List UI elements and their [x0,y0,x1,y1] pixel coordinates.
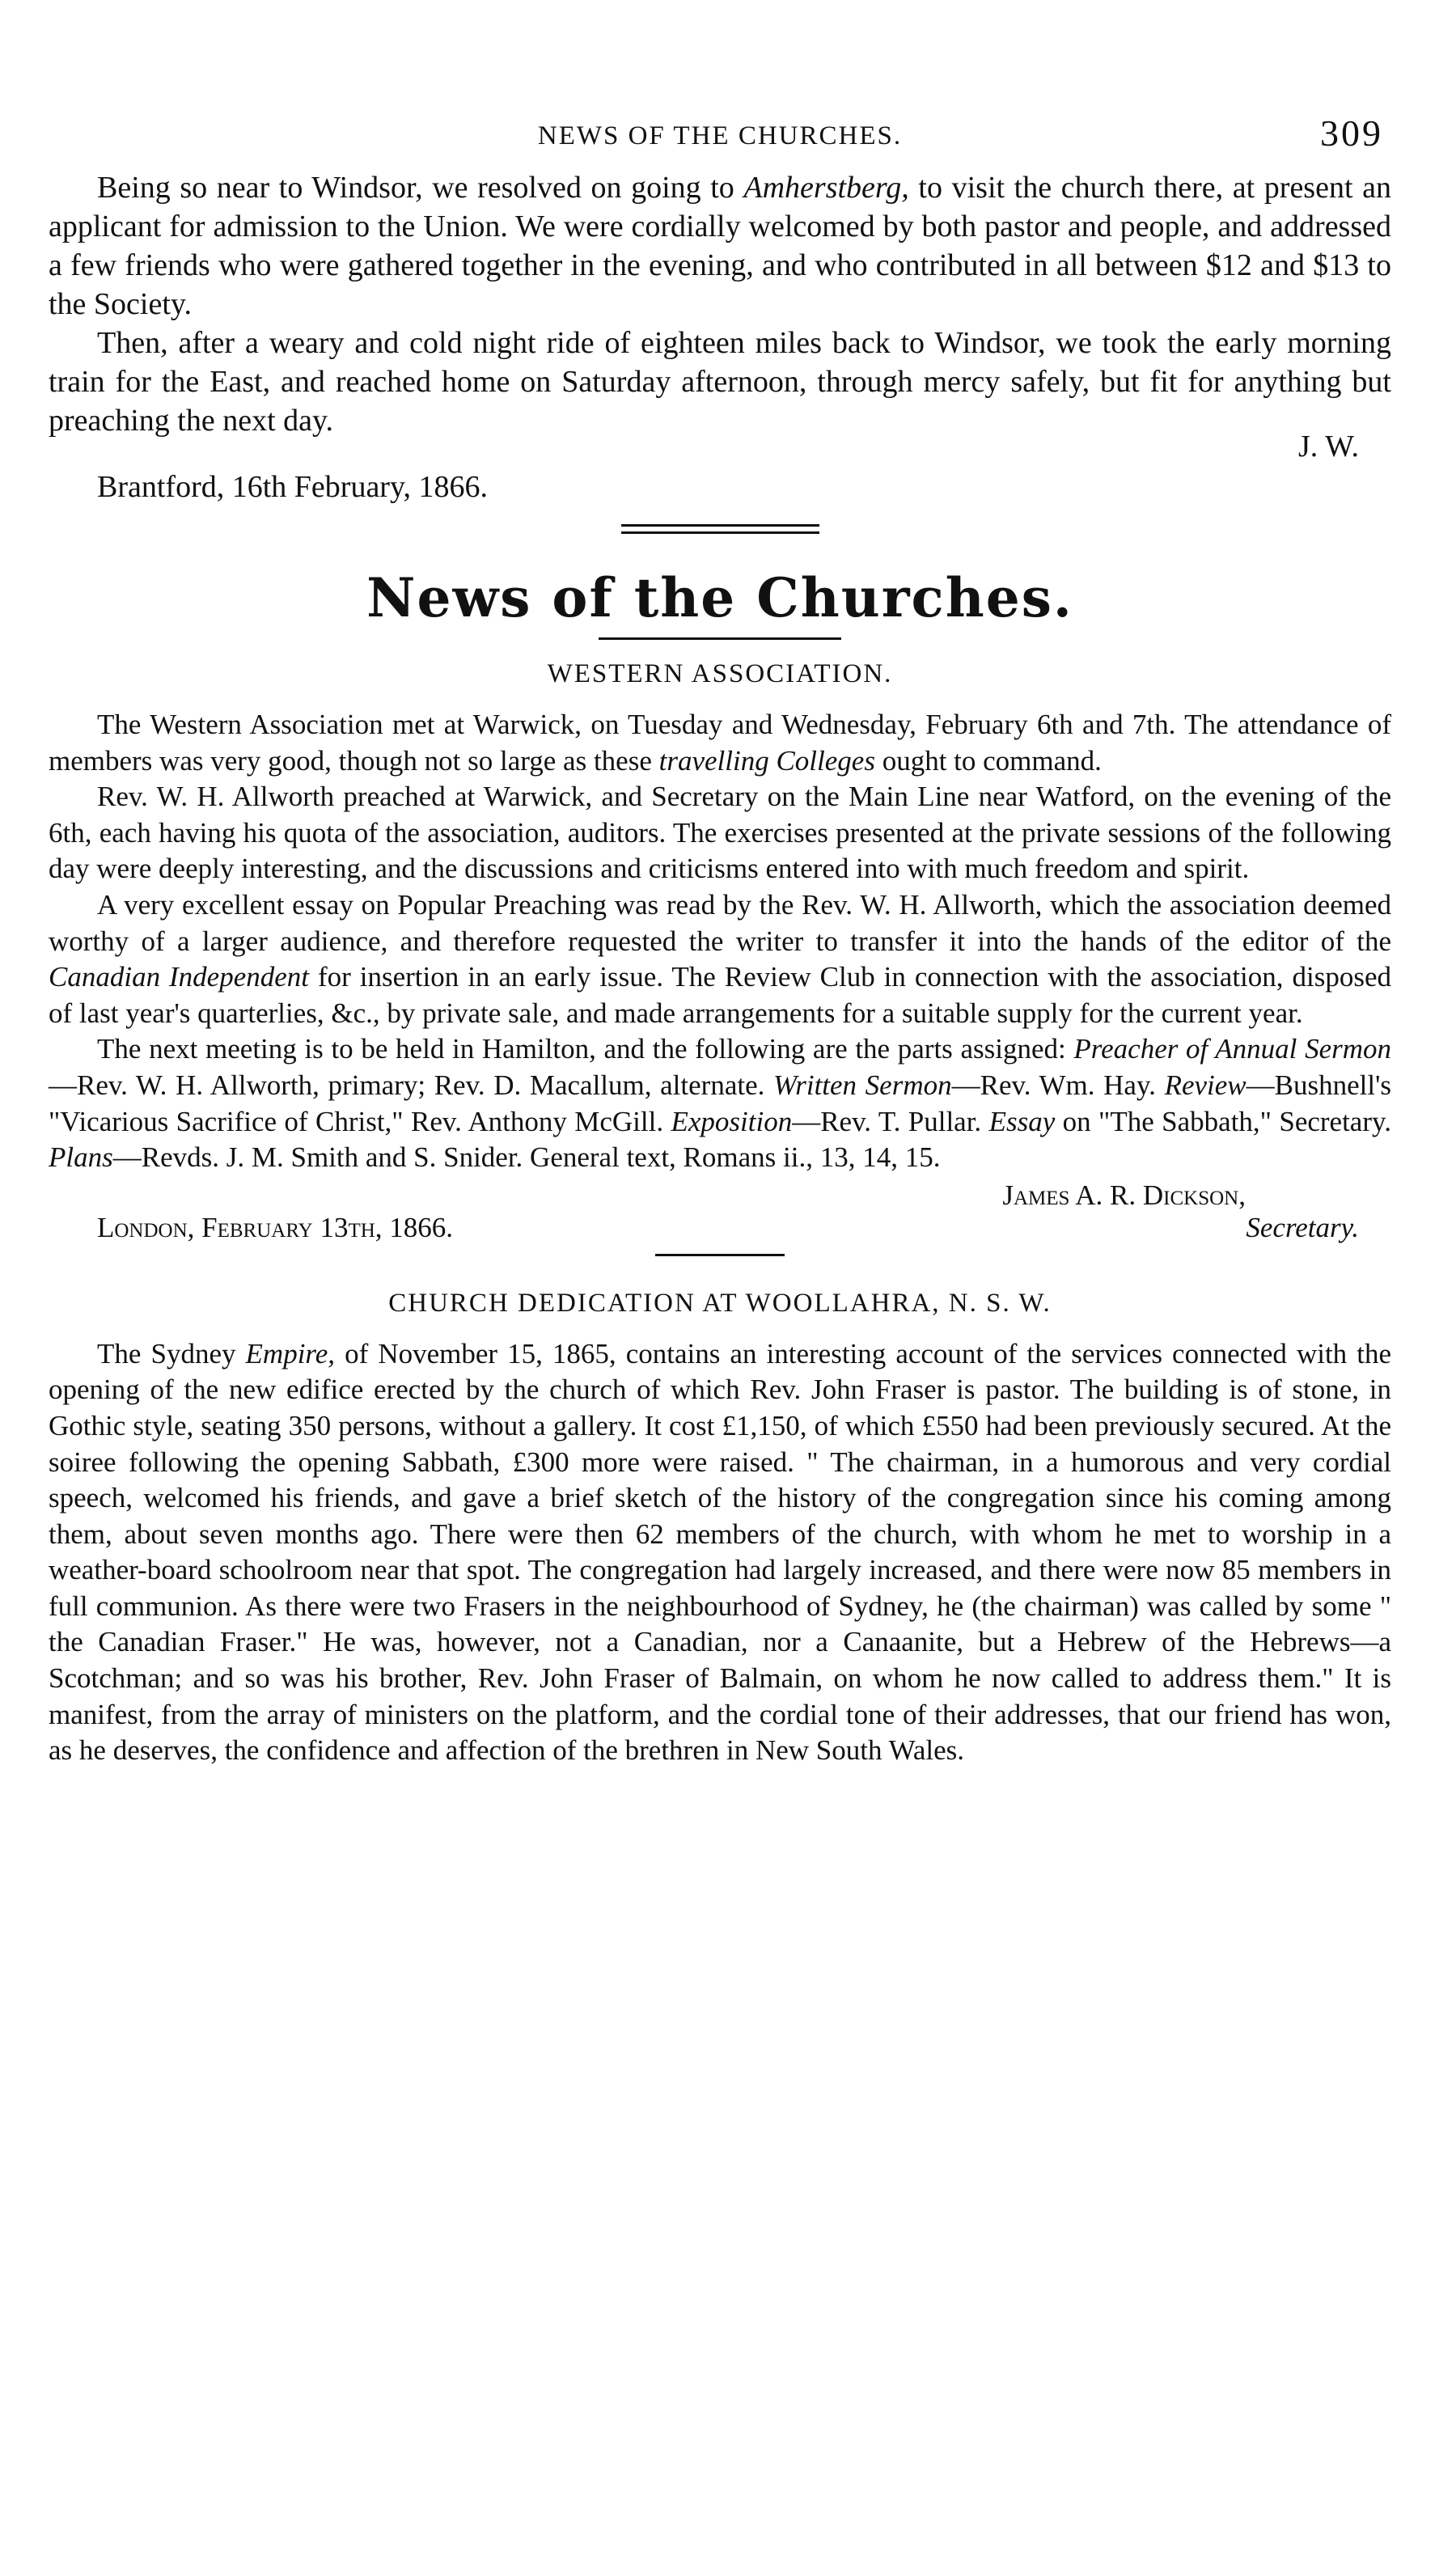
letter-initials: J. W. [1298,430,1359,464]
text-run: —Bushnell's "Vicarious Sacrifice of Christ," Rev. Anthony McGill. [49,1069,1391,1137]
church-dedication-body [49,1336,1391,1769]
text-run: Being so near to Windsor, we resolved on going to [97,171,744,205]
text-run: —Revds. J. M. Smith and S. Snider. General text, Romans ii., 13, 14, 15. [112,1141,941,1174]
page-number: 309 [1320,112,1383,154]
page [49,105,1391,1769]
text-run: —Rev. T. Pullar. [792,1105,989,1137]
text-run: The Sydney [97,1337,246,1370]
text-run: for insertion in an early issue. The Review Club in connection with the association, disposed of last year's quarterlies, &c., by private sale, and made arrangements for a suitable supply for the current year. [49,961,1391,1029]
western-paragraph-3 [49,887,1391,1031]
western-dateline: London, February 13th, 1866. [97,1211,454,1243]
text-run: A very excellent essay on Popular Preaching was read by the Rev. W. H. Allworth, which the association deemed worthy of a larger audience, and therefore requested the writer to transfer it into the hands of the editor of the [49,888,1391,957]
western-paragraph-1 [49,707,1391,779]
western-association-heading: WESTERN ASSOCIATION. [547,659,893,688]
place-name: Amherstberg, [743,171,909,205]
text-run: on "The Sabbath," Secretary. [1055,1105,1391,1137]
western-association-body [49,707,1391,1251]
church-dedication-heading: CHURCH DEDICATION AT WOOLLAHRA, N. S. W. [388,1288,1052,1318]
emphasis: travelling Colleges [658,744,875,777]
publication-title: Canadian Independent [49,961,310,993]
western-dateline-row [49,1212,1391,1251]
letter-paragraph-1 [49,168,1391,324]
emphasis: Preacher of Annual Sermon [1073,1033,1391,1065]
section-title: News of the Churches. [366,566,1073,629]
double-rule-divider [621,524,819,534]
secretary-signature: James A. R. Dickson, [1002,1179,1246,1211]
text-run: The Western Association met at Warwick, on Tuesday and Wednesday, February 6th and 7th. The attendance of members was very good, though not so large as these [49,709,1391,777]
text-run: —Rev. Wm. Hay. [951,1069,1165,1101]
emphasis: Review [1164,1069,1246,1101]
dedication-paragraph-1 [49,1336,1391,1769]
text-run: to visit the church there, at present an applicant for admission to the Union. We were cordially welcomed by both pastor and people, and addressed a few friends who were gathered together in the evening, and who contributed in all between $12 and $13 to the Society. [49,171,1391,321]
letter-dateline: Brantford, 16th February, 1866. [97,470,488,504]
text-run: ought to command. [874,744,1102,777]
running-title: NEWS OF THE CHURCHES. [537,121,903,150]
text-run: of November 15, 1865, contains an interesting account of the services connected with the opening of the new edifice erected by the church of which Rev. John Fraser is pastor. The building is of stone, in Gothic style, seating 350 persons, without a gallery. It cost £1,150, of which £550 had been previously secured. At the soiree following the opening Sabbath, £300 more were raised. " The chairman, in a humorous and very cordial speech, welcomed his friends, and gave a brief sketch of the history of the congregation since his coming among them, about seven months ago. There were then 62 members of the church, with whom he met to worship in a weather-board schoolroom near that spot. The congregation had largely increased, and there were now 85 members in full communion. As there were two Frasers in the neighbourhood of Sydney, he (the chairman) was called by some " the Canadian Fraser." He was, however, not a Canadian, nor a Canaanite, but a Hebrew of the Hebrews—a Scotchman; and so was his brother, Rev. John Fraser of Balmain, on whom he now called to address them." It is manifest, from the array of ministers on the platform, and the cordial tone of their addresses, that our friend has won, as he deserves, the confidence and affection of the brethren in New South Wales. [49,1337,1392,1767]
emphasis: Essay [988,1105,1056,1137]
secretary-role: Secretary. [1246,1211,1359,1243]
western-paragraph-2: Rev. W. H. Allworth preached at Warwick, and Secretary on the Main Line near Watford, on the evening of the 6th, each having his quota of the association, auditors. The exercises presented at the private sessions of the following day were deeply interesting, and the discussions and criticisms entered into with much freedom and spirit. [49,781,1391,885]
emphasis: Plans [49,1141,113,1174]
section-divider [655,1254,785,1256]
running-header [49,105,1391,154]
text-run: —Rev. W. H. Allworth, primary; Rev. D. Macallum, alternate. [49,1069,773,1101]
emphasis: Exposition [671,1105,793,1137]
newspaper-title: Empire, [245,1337,336,1370]
letter-section [49,168,1391,506]
letter-paragraph-2: Then, after a weary and cold night ride of eighteen miles back to Windsor, we took the early morning train for the East, and reached home on Saturday afternoon, through mercy safely, but fit for anything but preaching the next day. [49,326,1391,438]
title-underline [599,637,841,640]
emphasis: Written Sermon [773,1069,952,1101]
text-run: The next meeting is to be held in Hamilton, and the following are the parts assigned: [97,1033,1074,1065]
western-paragraph-4 [49,1031,1391,1175]
letter-dateline-row [49,469,1391,506]
